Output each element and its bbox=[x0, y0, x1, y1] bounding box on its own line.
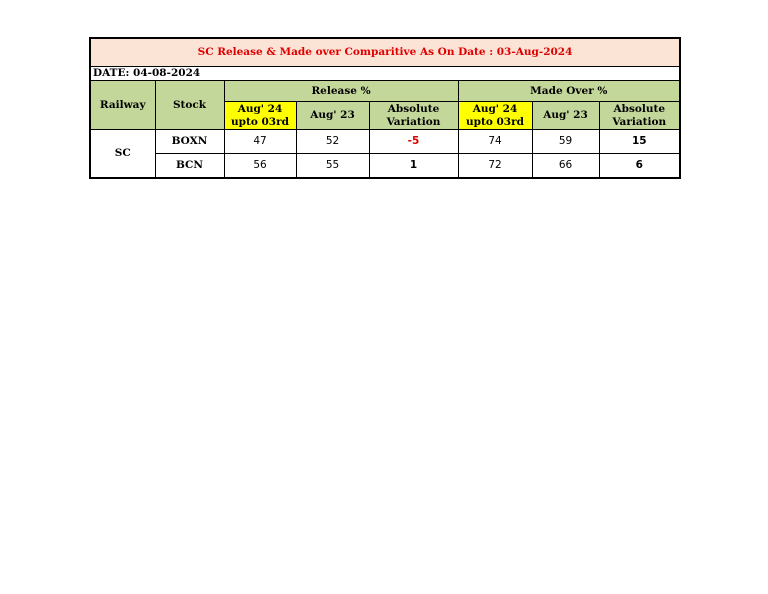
made-over-aug24-cell: 72 bbox=[458, 154, 532, 179]
made-over-aug23-cell: 66 bbox=[532, 154, 599, 179]
header-railway: Railway bbox=[90, 81, 155, 130]
release-aug23-cell: 52 bbox=[296, 130, 369, 154]
stock-cell: BOXN bbox=[155, 130, 224, 154]
made-over-variation-cell: 15 bbox=[599, 130, 680, 154]
release-aug23-cell: 55 bbox=[296, 154, 369, 179]
release-variation-cell: -5 bbox=[369, 130, 458, 154]
header-stock: Stock bbox=[155, 81, 224, 130]
table-row bbox=[90, 130, 680, 154]
header-release-aug24: Aug' 24 upto 03rd bbox=[224, 102, 296, 130]
header-made-over-aug23: Aug' 23 bbox=[532, 102, 599, 130]
header-release-aug23: Aug' 23 bbox=[296, 102, 369, 130]
release-variation-cell: 1 bbox=[369, 154, 458, 179]
table-row bbox=[90, 154, 680, 179]
header-release-group: Release % bbox=[224, 81, 458, 102]
header-made-over-aug24: Aug' 24 upto 03rd bbox=[458, 102, 532, 130]
railway-cell: SC bbox=[90, 130, 155, 179]
release-aug24-cell: 56 bbox=[224, 154, 296, 179]
header-made-over-variation: Absolute Variation bbox=[599, 102, 680, 130]
stock-cell: BCN bbox=[155, 154, 224, 179]
header-release-variation: Absolute Variation bbox=[369, 102, 458, 130]
report-title: SC Release & Made over Comparitive As On Date : 03-Aug-2024 bbox=[90, 38, 680, 67]
release-aug24-cell: 47 bbox=[224, 130, 296, 154]
header-made-over-group: Made Over % bbox=[458, 81, 680, 102]
report-date: DATE: 04-08-2024 bbox=[90, 67, 680, 81]
comparison-table bbox=[89, 37, 681, 179]
made-over-variation-cell: 6 bbox=[599, 154, 680, 179]
made-over-aug24-cell: 74 bbox=[458, 130, 532, 154]
made-over-aug23-cell: 59 bbox=[532, 130, 599, 154]
